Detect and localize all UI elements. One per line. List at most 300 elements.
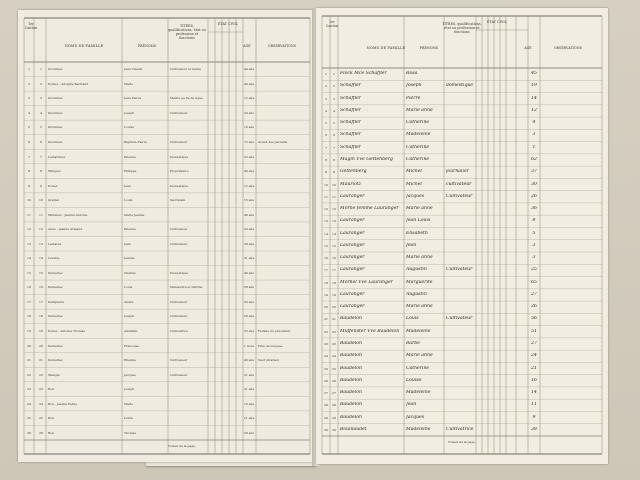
first-name: Louis bbox=[124, 198, 133, 203]
row-number: 23 bbox=[27, 387, 31, 392]
family-name: Gratiez bbox=[48, 198, 60, 203]
left-col-title-header: TITRES, qualifications, état ou profession et fonctions bbox=[168, 24, 206, 40]
row-number: 19 bbox=[324, 292, 328, 297]
first-name: Michel bbox=[406, 169, 422, 175]
family-name: Baudelon bbox=[340, 377, 362, 383]
profession: Maître au 6e de ligne bbox=[170, 96, 203, 101]
family-name: Lauranger bbox=[340, 193, 365, 199]
observation: Fille de longuee bbox=[258, 343, 283, 348]
row-number: 25 bbox=[324, 366, 328, 371]
age: 3 bbox=[532, 255, 536, 261]
row-number: 1 bbox=[325, 72, 327, 77]
family-name: Lauranger bbox=[340, 291, 365, 297]
left-col-name-header: NOMS DE FAMILLE bbox=[64, 44, 104, 48]
family-name: Mingrez bbox=[48, 169, 61, 174]
row-number: 14 bbox=[324, 231, 328, 236]
house-number: 26 bbox=[39, 430, 43, 435]
age: 58 ans bbox=[244, 285, 255, 290]
family-name: Dorsimez bbox=[48, 67, 63, 72]
row-number: 15 bbox=[27, 270, 31, 275]
profession: Cultivatrice bbox=[446, 426, 474, 432]
row-number: 20 bbox=[27, 343, 31, 348]
family-name: Pernettez bbox=[48, 343, 63, 348]
row-number: 29 bbox=[324, 415, 328, 420]
age: 12 ans bbox=[244, 96, 255, 101]
house-number: 24 bbox=[332, 354, 336, 359]
house-number: 24 bbox=[39, 401, 43, 406]
first-name: Françoise bbox=[124, 343, 139, 348]
house-number: 17 bbox=[39, 299, 43, 304]
left-col-obs-header: OBSERVATIONS bbox=[267, 44, 297, 48]
first-name: Louis bbox=[406, 316, 419, 322]
house-number: 17 bbox=[332, 268, 336, 273]
profession: Cultivateur bbox=[446, 316, 473, 322]
house-number: 25 bbox=[39, 416, 43, 421]
age: 19 bbox=[531, 83, 537, 89]
family-name: Pernettez bbox=[48, 358, 63, 363]
right-col-title-header: TITRES, qualifications, état ou profession et fonctions bbox=[442, 22, 482, 34]
house-number: 5 bbox=[333, 121, 335, 126]
age: 40 ans bbox=[244, 81, 255, 86]
age: 8 bbox=[532, 218, 536, 224]
row-number: 9 bbox=[325, 170, 327, 175]
house-number: 8 bbox=[40, 169, 42, 174]
left-page bbox=[18, 10, 316, 462]
left-col-age-header: AGE bbox=[243, 44, 251, 48]
family-name: Schaffler bbox=[340, 107, 361, 113]
family-name: Muffenster Vve Baudelon bbox=[340, 328, 400, 334]
age: 38 bbox=[531, 426, 537, 432]
family-name: Gettenberg bbox=[340, 169, 367, 175]
family-name: Lamarez bbox=[48, 241, 62, 246]
right-page-ruling bbox=[316, 8, 608, 464]
house-number: 1 bbox=[40, 67, 42, 72]
family-name: Schaffler bbox=[340, 120, 361, 126]
row-number: 4 bbox=[325, 108, 327, 113]
first-name: Madeleine bbox=[406, 132, 431, 138]
family-name: Petitpierre bbox=[48, 299, 65, 304]
profession: Cultivateur bbox=[170, 358, 188, 363]
first-name: Jeanne bbox=[124, 256, 135, 261]
profession: cultivateur bbox=[446, 181, 472, 187]
family-name: Lavette bbox=[48, 256, 60, 261]
right-col-first-header: PRÉNOMS bbox=[419, 46, 439, 50]
family-name: Pernettez bbox=[48, 314, 63, 319]
row-number: 13 bbox=[324, 219, 328, 224]
left-page-totals-label: Totaux de la page bbox=[168, 444, 195, 448]
age: 62 bbox=[531, 157, 537, 162]
house-number: 19 bbox=[39, 328, 43, 333]
right-page bbox=[316, 8, 608, 464]
row-number: 12 bbox=[27, 227, 31, 232]
right-col-age-header: AGE bbox=[524, 46, 532, 50]
first-name: Rosa bbox=[406, 71, 418, 77]
age: 9 bbox=[532, 414, 536, 420]
row-number: 4 bbox=[28, 110, 30, 115]
row-number: 3 bbox=[28, 96, 30, 101]
family-name: Lauranger bbox=[340, 230, 365, 236]
family-name: Baudelon bbox=[340, 365, 362, 371]
profession: Cultivateur bbox=[170, 139, 188, 144]
row-number: 19 bbox=[27, 328, 31, 333]
first-name: Marie anne bbox=[406, 304, 433, 310]
family-name: Mangin bbox=[48, 372, 60, 377]
family-name: Pernettez bbox=[48, 270, 63, 275]
left-col-first-header: PRÉNOMS bbox=[137, 44, 157, 48]
row-number: 2 bbox=[325, 84, 327, 89]
house-number: 21 bbox=[332, 317, 336, 322]
house-number: 14 bbox=[39, 256, 43, 261]
row-number: 21 bbox=[324, 317, 328, 322]
age: 44 ans bbox=[244, 67, 255, 72]
profession: Domestique bbox=[170, 270, 189, 275]
first-name: Etienne bbox=[124, 227, 136, 232]
profession: Domestique bbox=[170, 183, 189, 188]
family-name: Pernettez bbox=[48, 285, 63, 290]
first-name: Jean Pierre bbox=[124, 96, 142, 101]
family-name: Flock Mce Schaffler bbox=[340, 71, 387, 77]
first-name: Jean bbox=[406, 242, 417, 248]
profession: Cultivateur et maire bbox=[170, 67, 201, 72]
row-number: 30 bbox=[324, 427, 328, 432]
left-page-ruling bbox=[18, 10, 316, 462]
row-number: 22 bbox=[324, 329, 328, 334]
right-page-totals-label: Totaux de la page bbox=[448, 440, 475, 444]
row-number: 6 bbox=[28, 139, 30, 144]
first-name: Jean Claude bbox=[124, 67, 143, 72]
row-number: 18 bbox=[324, 280, 328, 285]
row-number: 9 bbox=[28, 183, 30, 188]
first-name: Marie anne bbox=[406, 353, 433, 359]
house-number: 19 bbox=[332, 292, 336, 297]
first-name: Etienne bbox=[124, 358, 136, 363]
age: 4 bbox=[532, 120, 536, 126]
profession: Cultivateur bbox=[170, 314, 188, 319]
first-name: Madeleine bbox=[406, 328, 431, 334]
family-name: Morne femme Lauranger bbox=[340, 206, 399, 212]
first-name: Marie bbox=[124, 81, 134, 86]
first-name: Augustin bbox=[406, 267, 427, 273]
family-name: Dorsimez bbox=[48, 125, 63, 130]
first-name: Louise bbox=[124, 125, 135, 130]
profession: Cultivateur bbox=[170, 110, 188, 115]
first-name: Jean bbox=[124, 183, 131, 188]
first-name: Marie anne bbox=[406, 255, 433, 261]
age: 46 ans bbox=[244, 212, 255, 217]
profession: Propriétaire bbox=[170, 169, 189, 174]
row-number: 7 bbox=[325, 145, 327, 150]
family-name: Schaffler bbox=[340, 132, 361, 138]
house-number: 28 bbox=[332, 403, 336, 408]
first-name: Marguerite bbox=[406, 279, 433, 285]
first-name: Catherine bbox=[406, 365, 430, 371]
family-name: Bouillaudet bbox=[340, 426, 367, 432]
age: 11 ans bbox=[244, 416, 255, 421]
house-number: 25 bbox=[332, 366, 336, 371]
house-number: 10 bbox=[39, 198, 43, 203]
age: 31 ans bbox=[244, 256, 255, 261]
house-number: 8 bbox=[333, 158, 335, 162]
profession: Cultivateur bbox=[446, 267, 473, 273]
first-name: Baptiste Pierre bbox=[124, 139, 147, 144]
first-name: Jean Louis bbox=[406, 218, 431, 224]
row-number: 10 bbox=[324, 182, 328, 187]
age: 27 bbox=[531, 291, 537, 297]
profession: Domestique bbox=[170, 154, 189, 159]
house-number: 7 bbox=[333, 145, 335, 150]
age: 30 bbox=[531, 181, 537, 187]
first-name: Louis bbox=[124, 285, 133, 290]
row-number: 17 bbox=[324, 268, 328, 273]
house-number: 16 bbox=[39, 285, 43, 290]
house-number: 23 bbox=[332, 342, 336, 346]
row-number: 27 bbox=[324, 391, 328, 396]
house-number: 29 bbox=[332, 415, 336, 420]
house-number: 1 bbox=[333, 72, 335, 77]
first-name: Jacques bbox=[124, 372, 136, 377]
first-name: Michel bbox=[406, 181, 422, 187]
profession: Sacristain bbox=[170, 198, 186, 203]
row-number: 2 bbox=[28, 81, 30, 86]
age: 1 bbox=[532, 144, 536, 150]
house-number: 11 bbox=[39, 212, 43, 217]
family-name: Lauranger bbox=[340, 218, 365, 224]
left-corner-label: 1er Canton bbox=[24, 22, 38, 30]
house-number: 12 bbox=[39, 227, 43, 232]
first-name: Elisabeth bbox=[406, 230, 428, 236]
house-number: 14 bbox=[332, 231, 336, 236]
profession: Cultivateur bbox=[170, 299, 188, 304]
first-name: Lubin bbox=[124, 416, 133, 421]
first-name: André bbox=[124, 299, 134, 304]
house-number: 13 bbox=[332, 219, 336, 224]
family-name: Lamartinez bbox=[48, 154, 66, 159]
first-name: Joseph bbox=[124, 387, 135, 392]
first-name: Catherine bbox=[406, 157, 430, 162]
age: 26 bbox=[531, 193, 537, 199]
row-number: 20 bbox=[324, 305, 328, 310]
age: 3 bbox=[532, 132, 536, 138]
age: 28 ans bbox=[244, 241, 255, 246]
house-number: 11 bbox=[332, 194, 336, 199]
first-name: Pierre bbox=[406, 95, 421, 101]
house-number: 20 bbox=[332, 305, 336, 310]
age: 11 bbox=[531, 402, 537, 408]
age: 23 ans bbox=[244, 328, 255, 333]
age: 26 bbox=[531, 304, 537, 310]
house-number: 15 bbox=[39, 270, 43, 275]
family-name: Poirez , Antoine Thomas bbox=[48, 328, 85, 333]
row-number: 16 bbox=[324, 256, 328, 261]
age: 12 ans bbox=[244, 183, 255, 188]
family-name: Schaffler bbox=[340, 83, 361, 89]
family-name: Bon bbox=[48, 387, 54, 392]
row-number: 11 bbox=[324, 194, 328, 199]
age: 10 ans bbox=[244, 401, 255, 406]
house-number: 4 bbox=[333, 108, 335, 113]
first-name: Joseph bbox=[124, 314, 135, 319]
family-name: Lauranger bbox=[340, 304, 365, 310]
age: 65 bbox=[531, 279, 537, 285]
first-name: Marie bbox=[124, 401, 134, 406]
age: 12 bbox=[531, 107, 537, 113]
row-number: 5 bbox=[325, 121, 327, 126]
left-col-state-header: ÉTAT CIVIL bbox=[218, 22, 238, 26]
house-number: 22 bbox=[332, 329, 336, 334]
age: 21 ans bbox=[244, 372, 255, 377]
row-number: 18 bbox=[27, 314, 31, 319]
age: 27 bbox=[531, 341, 537, 346]
first-name: Marie Jeanne bbox=[124, 212, 145, 217]
house-number: 9 bbox=[40, 183, 42, 188]
first-name: Philippe bbox=[124, 169, 137, 174]
family-name: Baudelon bbox=[340, 390, 362, 396]
family-name: Bon , Jeanne Petite bbox=[48, 401, 77, 406]
age: 5 bbox=[532, 230, 536, 236]
first-name: Joseph bbox=[406, 83, 422, 89]
family-name: Schaffler bbox=[340, 144, 361, 150]
family-name: Poirier , Adolphe Bertrand bbox=[48, 81, 89, 86]
profession: journalier bbox=[446, 169, 469, 175]
row-number: 26 bbox=[324, 378, 328, 383]
first-name: Jean bbox=[124, 241, 131, 246]
row-number: 24 bbox=[324, 354, 328, 359]
age: 3 bbox=[532, 242, 536, 248]
profession: Cultivateur bbox=[170, 227, 188, 232]
row-number: 16 bbox=[27, 285, 31, 290]
row-number: 10 bbox=[27, 198, 31, 203]
first-name: Jacques bbox=[406, 193, 425, 199]
age: 40 ans bbox=[244, 169, 255, 174]
age: 37 bbox=[531, 169, 537, 175]
age: 56 bbox=[531, 316, 537, 322]
profession: Cultivateur bbox=[170, 372, 188, 377]
house-number: 9 bbox=[333, 170, 335, 175]
family-name: Bon bbox=[48, 416, 54, 421]
row-number: 22 bbox=[27, 372, 31, 377]
right-col-state-header: ÉTAT CIVIL bbox=[487, 20, 507, 24]
age: 20 ans bbox=[244, 299, 255, 304]
first-name: Madeleine bbox=[406, 426, 431, 432]
first-name: Joseph bbox=[124, 110, 135, 115]
age: 1 mois bbox=[244, 343, 255, 348]
profession: Cultivateur bbox=[446, 193, 473, 199]
house-number: 27 bbox=[332, 391, 336, 396]
house-number: 22 bbox=[39, 372, 43, 377]
row-number: 12 bbox=[324, 207, 328, 212]
family-name: Lauranger bbox=[340, 267, 365, 273]
row-number: 25 bbox=[27, 416, 31, 421]
age: 24 bbox=[531, 353, 537, 359]
observation: Veuf (Gratiez) bbox=[258, 358, 280, 363]
right-col-name-header: NOMS DE FAMILLE bbox=[366, 46, 406, 50]
house-number: 2 bbox=[40, 81, 42, 86]
family-name: Baudelon bbox=[340, 414, 362, 420]
first-name: Barbe bbox=[406, 341, 420, 346]
age: 28 ans bbox=[244, 430, 255, 435]
row-number: 8 bbox=[28, 169, 30, 174]
house-number: 6 bbox=[333, 133, 335, 138]
family-name: Anne , Jeanne Armand bbox=[48, 227, 83, 232]
row-number: 15 bbox=[324, 243, 328, 248]
house-number: 7 bbox=[40, 154, 42, 159]
profession: Manœuvre et infirme bbox=[170, 285, 203, 290]
house-number: 15 bbox=[332, 243, 336, 248]
house-number: 30 bbox=[332, 427, 336, 432]
profession: Cultivatrice bbox=[170, 328, 188, 333]
profession: domestique bbox=[446, 83, 474, 89]
family-name: Magin Vve Gettenberg bbox=[340, 157, 393, 162]
house-number: 4 bbox=[40, 110, 42, 115]
first-name: Etienne bbox=[124, 154, 136, 159]
age: 36 bbox=[531, 206, 537, 212]
age: 20 ans bbox=[244, 110, 255, 115]
right-col-obs-header: OBSERVATIONS bbox=[553, 46, 583, 50]
family-name: Baudelon bbox=[340, 341, 362, 346]
profession: Cultivateur bbox=[170, 241, 188, 246]
age: 45 bbox=[531, 71, 537, 77]
first-name: Louise bbox=[406, 377, 422, 383]
family-name: Dorsimez bbox=[48, 139, 63, 144]
house-number: 13 bbox=[39, 241, 43, 246]
first-name: Marie anne bbox=[406, 206, 433, 212]
age: 40 ans bbox=[244, 270, 255, 275]
age: 72 ans bbox=[244, 139, 255, 144]
age: 51 bbox=[531, 328, 537, 334]
row-number: 21 bbox=[27, 358, 31, 363]
row-number: 6 bbox=[325, 133, 327, 138]
row-number: 26 bbox=[27, 430, 31, 435]
family-name: Baudelon bbox=[340, 353, 362, 359]
row-number: 23 bbox=[324, 342, 328, 346]
row-number: 5 bbox=[28, 125, 30, 130]
family-name: Morhel Vve Lauranger bbox=[340, 279, 393, 285]
right-corner-label: 1er Canton bbox=[325, 20, 339, 28]
first-name: Marie anne bbox=[406, 107, 433, 113]
house-number: 10 bbox=[332, 182, 336, 187]
family-name: Baudelon bbox=[340, 316, 362, 322]
age: 25 bbox=[531, 267, 537, 273]
first-name: Catherine bbox=[406, 144, 430, 150]
age: 21 bbox=[531, 365, 537, 371]
family-name: Baudelon bbox=[340, 402, 362, 408]
observation: Aveuli des parrains bbox=[258, 139, 288, 144]
row-number: 7 bbox=[28, 154, 30, 159]
age: 46 ans bbox=[244, 358, 255, 363]
house-number: 18 bbox=[332, 280, 336, 285]
row-number: 17 bbox=[27, 299, 31, 304]
age: 20 ans bbox=[244, 227, 255, 232]
house-number: 3 bbox=[40, 96, 42, 101]
age: 14 bbox=[531, 390, 537, 396]
family-name: Lauranger bbox=[340, 255, 365, 261]
observation: Femme du précédent bbox=[258, 328, 291, 333]
age: 14 bbox=[531, 95, 537, 101]
row-number: 3 bbox=[325, 96, 327, 101]
first-name: Jacques bbox=[406, 414, 425, 420]
house-number: 12 bbox=[332, 207, 336, 212]
family-name: Dorsimez bbox=[48, 110, 63, 115]
age: 22 ans bbox=[244, 154, 255, 159]
age: 16 ans bbox=[244, 125, 255, 130]
family-name: Dorsimez bbox=[48, 96, 63, 101]
age: 26 ans bbox=[244, 314, 255, 319]
row-number: 8 bbox=[325, 158, 327, 162]
first-name: Augustin bbox=[406, 291, 427, 297]
age: 16 bbox=[531, 377, 537, 383]
house-number: 3 bbox=[333, 96, 335, 101]
house-number: 26 bbox=[332, 378, 336, 383]
